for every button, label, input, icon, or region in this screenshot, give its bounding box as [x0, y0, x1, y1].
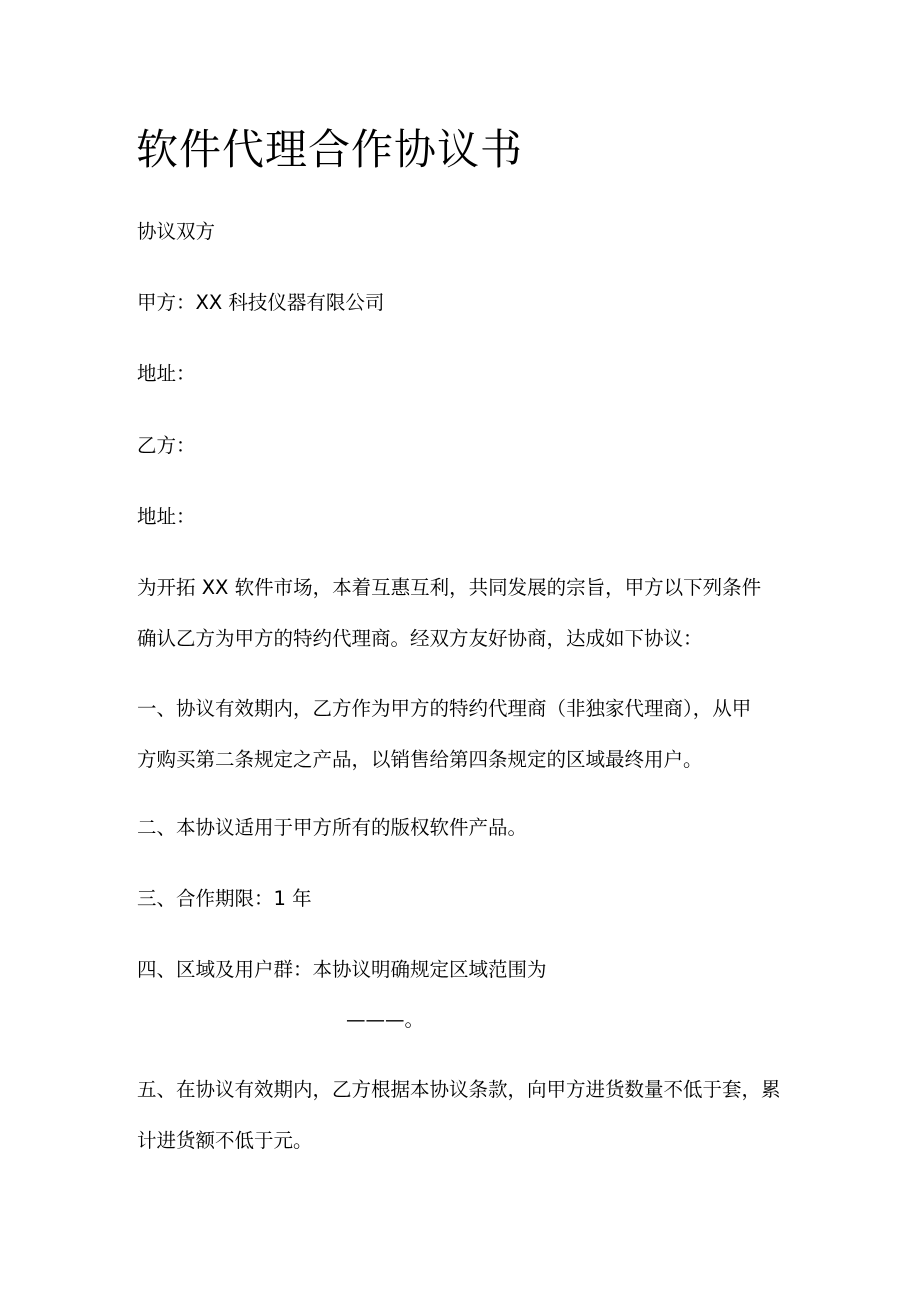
party-b-address: 地址： — [137, 505, 196, 528]
clause-1-line-1: 一、协议有效期内，乙方作为甲方的特约代理商（非独家代理商），从甲 — [137, 697, 752, 720]
party-a-address: 地址： — [137, 362, 196, 385]
clause-1 — [137, 695, 787, 774]
document-title: 软件代理合作协议书 — [136, 125, 524, 174]
parties-heading: 协议双方 — [137, 220, 216, 243]
clause-4-line-1: 四、区域及用户群：本协议明确规定区域范围为 — [137, 958, 547, 981]
intro-paragraph — [137, 574, 787, 653]
clause-5-line-2: 计进货额不低于元。 — [137, 1129, 313, 1152]
party-a: 甲方：XX 科技仪器有限公司 — [137, 291, 385, 314]
intro-line-1: 为开拓 XX 软件市场，本着互惠互利，共同发展的宗旨，甲方以下列条件 — [137, 576, 762, 599]
intro-line-2: 确认乙方为甲方的特约代理商。经双方友好协商，达成如下协议： — [137, 627, 703, 650]
clause-2: 二、本协议适用于甲方所有的版权软件产品。 — [137, 816, 528, 839]
clause-5-line-1: 五、在协议有效期内，乙方根据本协议条款，向甲方进货数量不低于套，累 — [137, 1078, 781, 1101]
clause-5 — [137, 1076, 787, 1155]
clause-1-line-2: 方购买第二条规定之产品，以销售给第四条规定的区域最终用户。 — [137, 748, 703, 771]
clause-3: 三、合作期限：1 年 — [137, 887, 312, 910]
clause-4-line-2: ———。 — [346, 1008, 425, 1031]
party-b: 乙方： — [137, 434, 196, 457]
